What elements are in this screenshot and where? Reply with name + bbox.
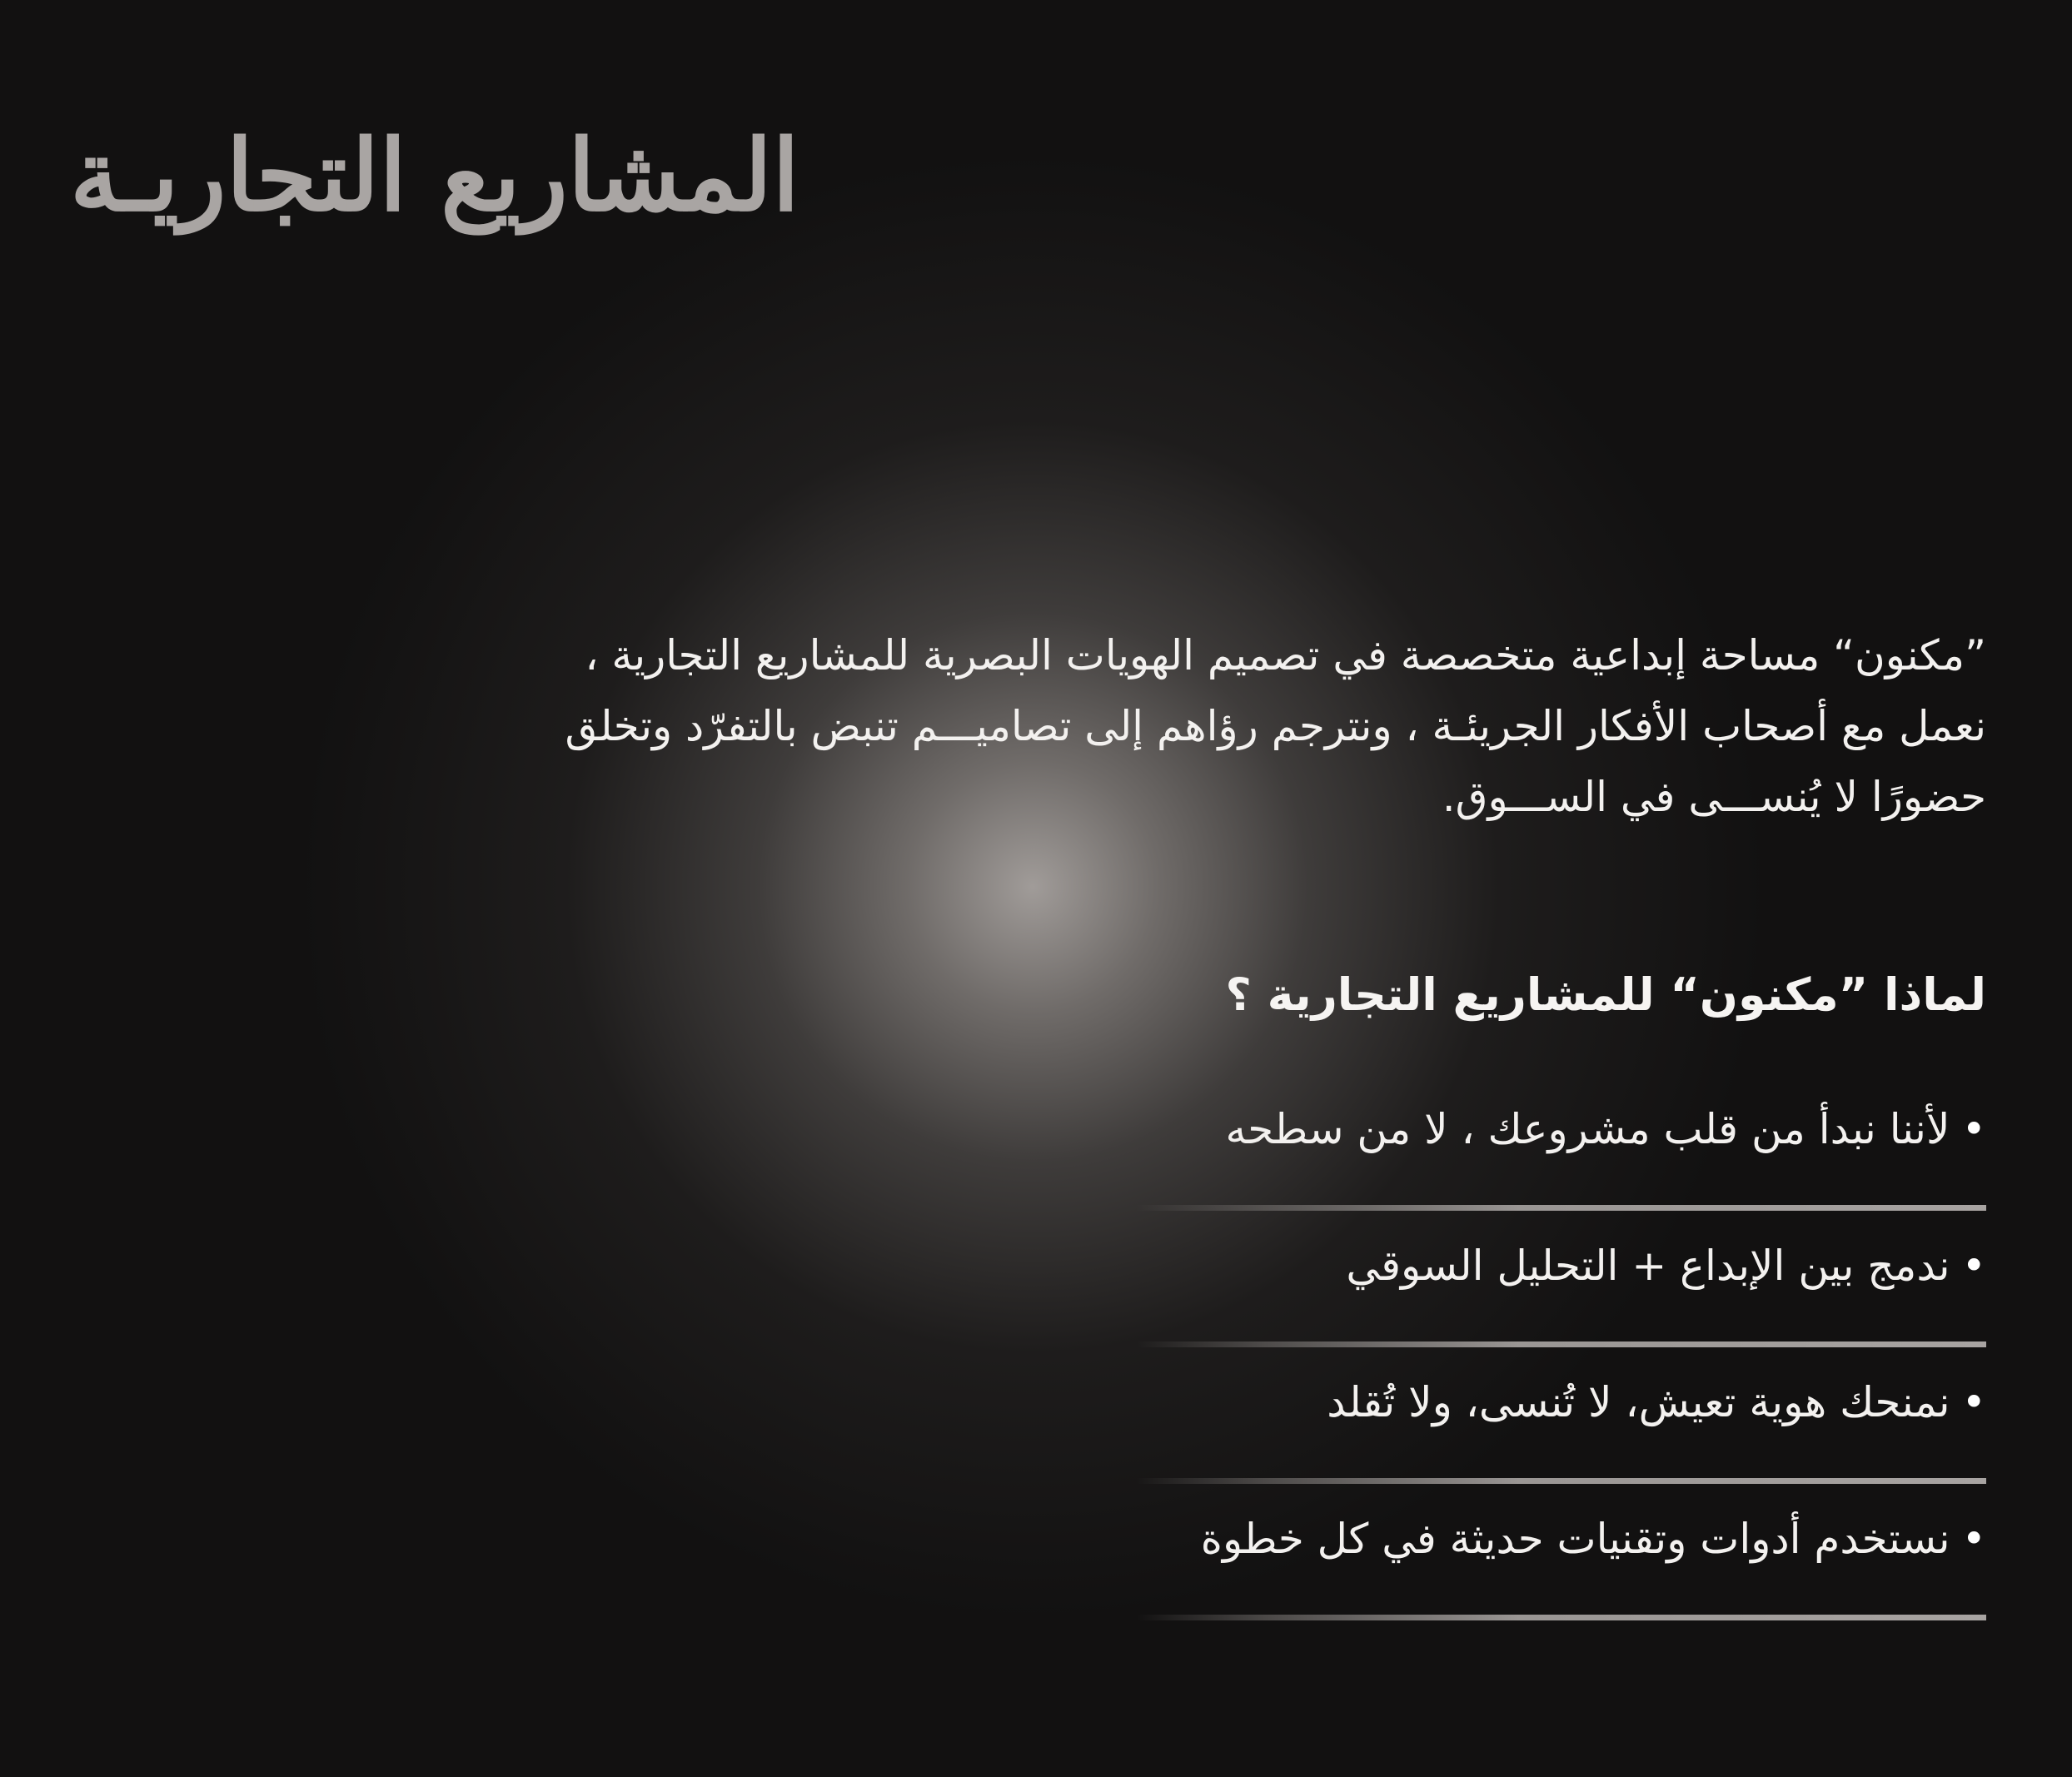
page-title: المشاريع التجاريـة	[69, 117, 799, 233]
reason-text	[1137, 1098, 1986, 1161]
intro-paragraph	[421, 620, 1986, 833]
intro-line: حضورًا لا يُنســـى في الســـوق.	[1442, 773, 1986, 821]
intro-line: ”مكنون“ مساحة إبداعية متخصصة في تصميم الهويات البصرية للمشاريع التجارية ،	[585, 631, 1986, 679]
divider	[1137, 1478, 1986, 1484]
list-item	[1137, 1347, 1986, 1484]
bullet-icon: •	[1961, 1105, 1986, 1153]
reason-text	[1137, 1234, 1986, 1297]
reason-label: ندمج بين الإبداع + التحليل السوقي	[1346, 1242, 1950, 1290]
reason-label: نمنحك هوية تعيش، لا تُنسى، ولا تُقلد	[1327, 1378, 1950, 1426]
bullet-icon: •	[1961, 1515, 1986, 1563]
divider	[1137, 1205, 1986, 1211]
why-heading: لماذا ”مكنون“ للمشاريع التجارية ؟	[1225, 968, 1986, 1021]
reason-label: نستخدم أدوات وتقنيات حديثة في كل خطوة	[1200, 1515, 1950, 1563]
reason-text	[1137, 1371, 1986, 1434]
reasons-list	[1137, 1074, 1986, 1620]
reason-text	[1137, 1507, 1986, 1570]
list-item	[1137, 1074, 1986, 1211]
reason-label: لأننا نبدأ من قلب مشروعك ، لا من سطحه	[1225, 1105, 1950, 1153]
list-item	[1137, 1484, 1986, 1620]
divider	[1137, 1615, 1986, 1620]
list-item	[1137, 1211, 1986, 1347]
bullet-icon: •	[1961, 1378, 1986, 1426]
intro-line: نعمل مع أصحاب الأفكار الجريئـة ، ونترجم رؤاهم إلى تصاميـــم تنبض بالتفرّد وتخلق	[565, 702, 1986, 750]
bullet-icon: •	[1961, 1242, 1986, 1290]
divider	[1137, 1341, 1986, 1347]
